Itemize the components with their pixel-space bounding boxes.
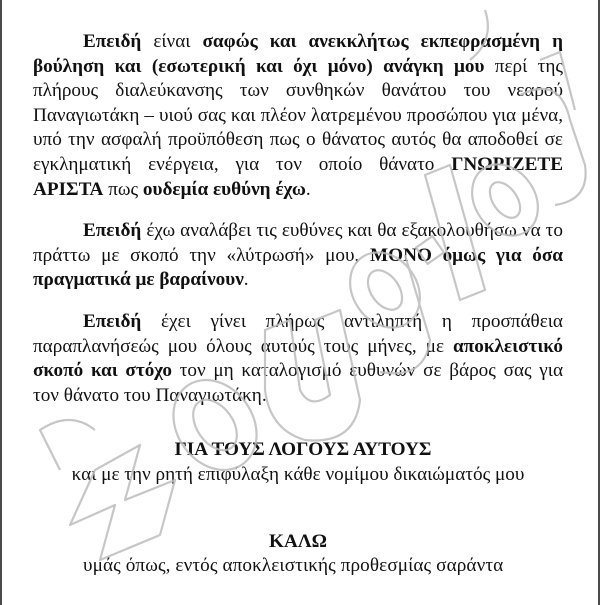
body-text: . xyxy=(305,178,311,200)
emphasized-text: ΜΟΝΟ όμως για όσα πραγματικά με βαραίνουν xyxy=(33,244,563,291)
closing-line: υμάς όπως, εντός αποκλειστικής προθεσμίας σαράντα xyxy=(83,555,504,577)
body-text: έχει γίνει πλήρως αντιληπτή η προσπάθεια παραπλανήσεώς μου όλους αυτούς τους μήνες, με xyxy=(33,310,563,357)
body-text: περί της πλήρους διαλεύκανσης των συνθηκών θανάτου του νεαρού Παναγιωτάκη – υιού σας και πλέον λατρεμένου προσώπου για μένα, υπό την ασφαλή προϋπόθεση πως ο θάνατος αυτός θα αποδοθεί σε εγκληματική ενέργεια, για τον οποίο θάνατο xyxy=(33,55,563,175)
emphasized-text: Επειδή xyxy=(83,310,142,332)
emphasized-text: Επειδή xyxy=(83,220,142,242)
heading-call: ΚΑΛΩ xyxy=(269,530,327,552)
body-text: έχω αναλάβει τις ευθύνες και θα εξακολουθήσω να το πράττω με σκοπό την «λύτρωσή» μου, xyxy=(33,220,563,266)
body-text: είναι xyxy=(141,31,203,52)
paragraph-2 xyxy=(33,219,563,293)
document-page xyxy=(33,30,563,579)
paragraph-gap xyxy=(33,293,563,310)
paragraph-3 xyxy=(33,310,563,408)
emphasized-text: αποκλειστικό σκοπό και στόχο xyxy=(33,335,563,382)
body-text: . xyxy=(243,269,249,291)
reservation-of-rights-line: και με την ρητή επιφύλαξη κάθε νομίμου δικαιώματός μου xyxy=(71,463,525,485)
emphasized-text: Επειδή xyxy=(83,31,142,52)
body-text: πως xyxy=(103,178,143,200)
emphasized-text: σαφώς και ανεκκλήτως εκπεφρασμένη η βούληση και (εσωτερική και όχι μόνο) ανάγκη μου xyxy=(33,31,563,77)
paragraph-1 xyxy=(33,30,563,202)
paragraph-gap xyxy=(33,202,563,219)
body-text: τον μη καταλογισμό ευθυνών σε βάρος σας για τον θάνατο του Παναγιωτάκη. xyxy=(33,360,564,406)
emphasized-text: ΓΝΩΡΙΖΕΤΕ ΑΡΙΣΤΑ xyxy=(33,153,563,200)
heading-for-these-reasons: ΓΙΑ ΤΟΥΣ ΛΟΓΟΥΣ ΑΥΤΟΥΣ xyxy=(174,439,432,461)
emphasized-text: ουδεμία ευθύνη έχω xyxy=(142,178,306,200)
